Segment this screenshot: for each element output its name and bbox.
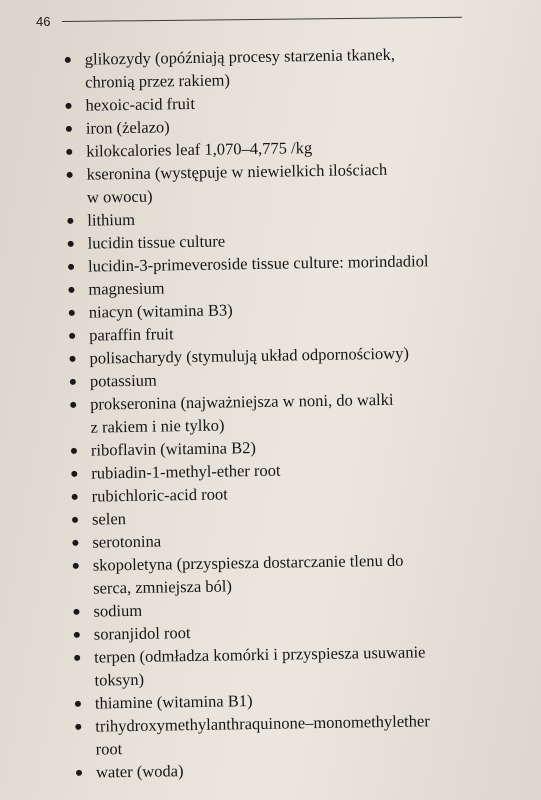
bullet-icon xyxy=(68,264,74,270)
list-item-line: hexoic-acid fruit xyxy=(85,93,196,115)
list-item-line: rubichloric-acid root xyxy=(91,484,228,506)
bullet-icon xyxy=(73,563,79,569)
list-item-line: iron (żelazo) xyxy=(85,117,170,138)
list-item-line: potassium xyxy=(89,370,157,391)
list-item-line: riboflavin (witamina B2) xyxy=(90,438,257,460)
bullet-icon xyxy=(67,218,73,224)
ingredient-list xyxy=(62,1,541,784)
list-item-line: glikozydy (opóźniają procesy starzenia tkanek, xyxy=(84,44,396,69)
bullet-icon xyxy=(73,609,79,615)
list-item-line: soranjidol root xyxy=(93,623,191,644)
list-item-line: z rakiem i nie tylko) xyxy=(90,415,225,437)
bullet-icon xyxy=(65,103,71,109)
list-item-line: root xyxy=(95,739,123,759)
list-item xyxy=(73,708,541,761)
list-item-line: kilokcalories leaf 1,070–4,775 /kg xyxy=(86,138,313,161)
bullet-icon xyxy=(75,701,81,707)
list-item-line: paraffin fruit xyxy=(88,324,174,345)
bullet-icon xyxy=(72,517,78,523)
bullet-icon xyxy=(71,448,77,454)
list-item xyxy=(64,156,535,209)
bullet-icon xyxy=(70,402,76,408)
list-item-line: thiamine (witamina B1) xyxy=(94,691,253,713)
list-item-line: sodium xyxy=(93,600,143,621)
bullet-icon xyxy=(69,356,75,362)
list-item xyxy=(72,639,541,692)
list-item-line: lucidin-3-primeveroside tissue culture: morindadiol xyxy=(87,251,429,276)
bullet-icon xyxy=(66,126,72,132)
bullet-icon xyxy=(69,310,75,316)
list-item-line: toksyn) xyxy=(94,669,145,690)
list-item xyxy=(68,386,539,439)
list-item-line: chronią przez rakiem) xyxy=(85,70,231,92)
page-number: 46 xyxy=(36,14,51,29)
list-item-line: trihydroxymethylanthraquinone–monomethylether xyxy=(95,711,430,736)
list-item-line: selen xyxy=(91,509,127,529)
list-item-line: w owocu) xyxy=(86,186,153,207)
list-item-line: polisacharydy (stymulują układ odpornościowy) xyxy=(89,343,410,368)
bullet-icon xyxy=(74,655,80,661)
list-item-line: kseronina (występuje w niewielkich ilościach xyxy=(86,159,388,184)
list-item-line: serca, zmniejsza ból) xyxy=(92,576,233,598)
list-item-line: terpen (odmładza komórki i przyspiesza usuwanie xyxy=(94,642,426,667)
list-item-line: magnesium xyxy=(88,278,165,299)
bullet-icon xyxy=(68,241,74,247)
bullet-icon xyxy=(65,57,71,63)
bullet-icon xyxy=(70,379,76,385)
list-item-line: lucidin tissue culture xyxy=(87,231,226,253)
list-item-line: lithium xyxy=(87,209,136,230)
bullet-icon xyxy=(68,287,74,293)
list-item-line: niacyn (witamina B3) xyxy=(88,300,233,322)
bullet-icon xyxy=(72,540,78,546)
list-item-line: water (woda) xyxy=(95,761,184,782)
list-item-line: serotonina xyxy=(92,531,162,552)
bullet-icon xyxy=(66,149,72,155)
list-item-line: rubiadin-1-methyl-ether root xyxy=(91,460,281,483)
list-item xyxy=(63,41,534,94)
bullet-icon xyxy=(69,333,75,339)
list-item xyxy=(71,547,541,600)
bullet-icon xyxy=(67,172,73,178)
list-item-line: prokseronina (najważniejsza w noni, do walki xyxy=(90,389,394,414)
bullet-icon xyxy=(76,770,82,776)
bullet-icon xyxy=(75,724,81,730)
bullet-icon xyxy=(74,632,80,638)
bullet-icon xyxy=(72,494,78,500)
list-item-line: skopoletyna (przyspiesza dostarczanie tlenu do xyxy=(92,550,404,575)
bullet-icon xyxy=(71,471,77,477)
